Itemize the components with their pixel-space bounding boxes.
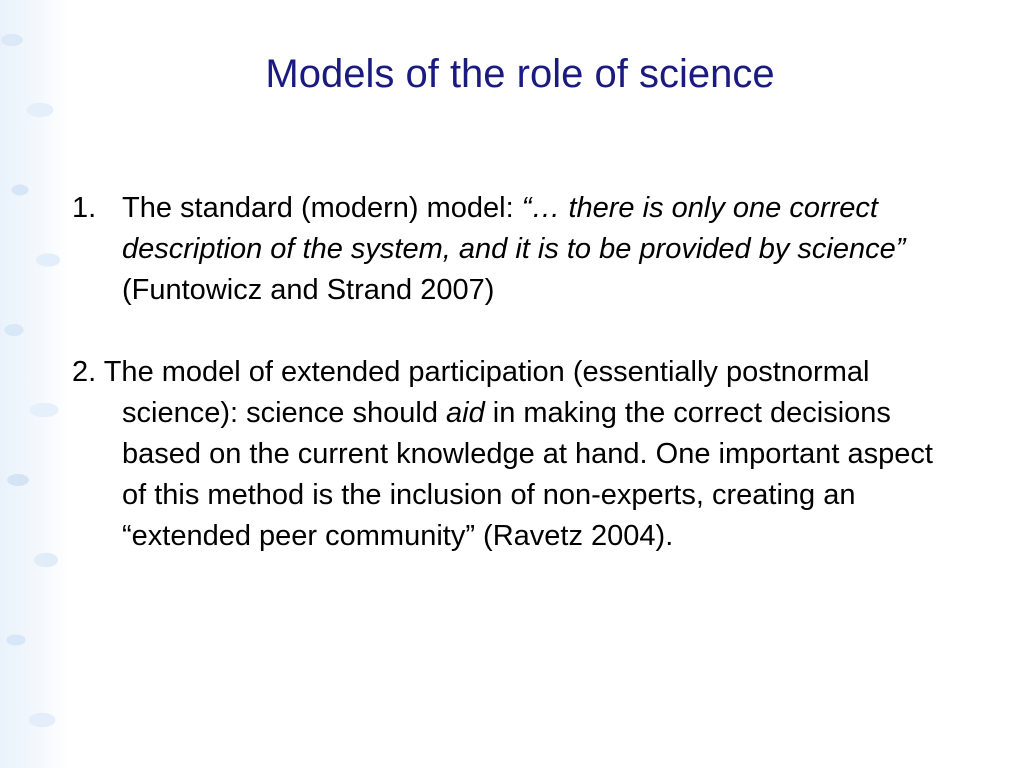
decorative-side-texture [0,0,70,768]
slide-body [72,188,952,586]
list-item-2-rest: in making the correct decisions based on the current knowledge at hand. One important aspect of this method is the inclusion of non-experts, creating an “extended peer community” (Ravetz 2004). [122,397,933,552]
list-item-2-lead: The model of extended participation (essentially postnormal science): science should [96,356,870,429]
list-item-1 [72,188,952,311]
list-item-1-quote: “… there is only one correct description of the system, and it is to be provided by science” [122,192,906,265]
list-item-2-number: 2. [72,356,97,388]
slide-title: Models of the role of science [265,52,775,96]
list-item-2 [72,352,952,557]
list-item-1-citation: (Funtowicz and Strand 2007) [122,274,495,306]
list-item-1-lead: The standard (modern) model: [122,192,522,224]
list-item-2-emphasis: aid [446,397,485,429]
list-item-1-number: 1. [72,192,97,224]
